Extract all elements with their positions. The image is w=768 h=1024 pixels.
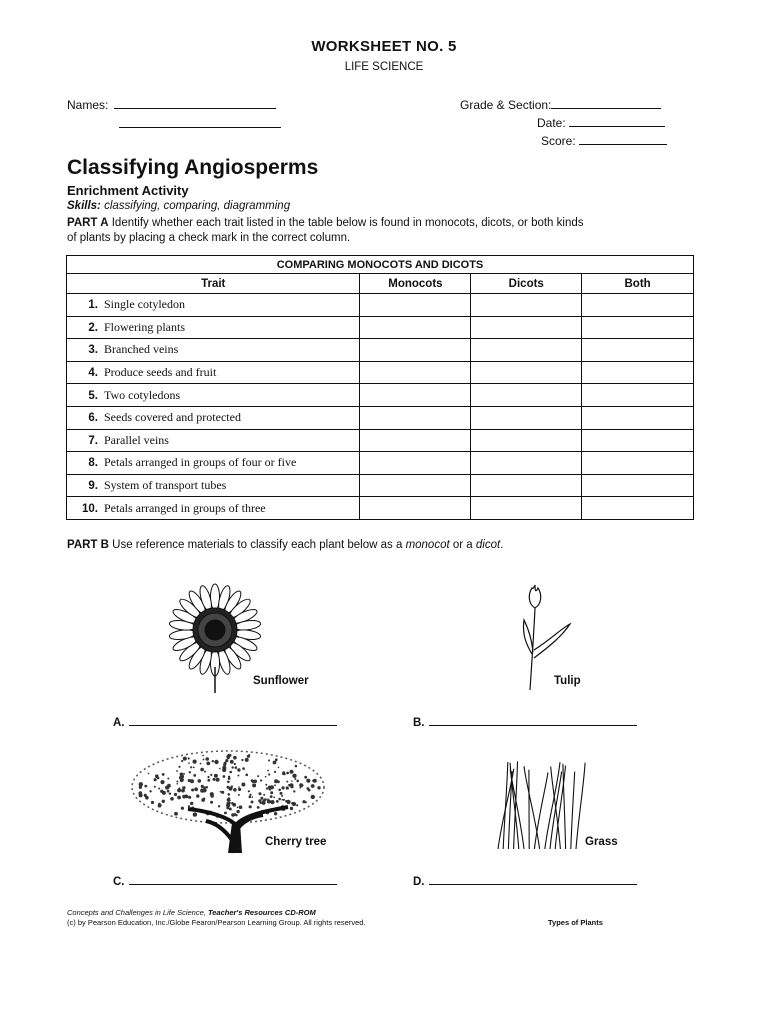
trait-number: 4. — [88, 367, 98, 380]
table-row — [67, 497, 694, 520]
answer-d-letter: D. — [413, 876, 425, 888]
answer-a-letter: A. — [113, 717, 125, 729]
check-cell-both[interactable] — [582, 316, 694, 339]
check-cell-monocots[interactable] — [360, 452, 471, 475]
comparison-table — [66, 255, 694, 520]
worksheet-title: WORKSHEET NO. 5 — [311, 38, 457, 55]
footer-source — [67, 908, 316, 917]
table-row — [67, 294, 694, 317]
trait-text: Petals arranged in groups of three — [104, 500, 266, 515]
check-cell-both[interactable] — [582, 429, 694, 452]
check-cell-both[interactable] — [582, 361, 694, 384]
trait-number: 3. — [88, 344, 98, 357]
trait-cell — [67, 429, 360, 452]
plant-label-tulip: Tulip — [554, 675, 581, 687]
answer-b — [413, 714, 637, 729]
part-b-instructions — [67, 539, 503, 551]
score-label: Score: — [541, 134, 576, 148]
plant-label-sunflower: Sunflower — [253, 675, 309, 687]
trait-cell — [67, 384, 360, 407]
check-cell-monocots[interactable] — [360, 384, 471, 407]
footer-copyright: (c) by Pearson Education, Inc./Globe Fearon/Pearson Learning Group. All rights reserved. — [67, 918, 366, 927]
part-a-label: PART A — [67, 217, 109, 229]
check-cell-dicots[interactable] — [471, 361, 582, 384]
col-header-both: Both — [582, 274, 694, 294]
date-field — [537, 115, 665, 130]
answer-c-line[interactable] — [129, 873, 337, 885]
grade-line[interactable] — [551, 97, 661, 109]
trait-cell — [67, 339, 360, 362]
check-cell-dicots[interactable] — [471, 384, 582, 407]
check-cell-dicots[interactable] — [471, 316, 582, 339]
footer-source-prefix: Concepts and Challenges in Life Science, — [67, 908, 206, 917]
part-b-monocot: monocot — [405, 539, 450, 551]
check-cell-dicots[interactable] — [471, 452, 582, 475]
part-b-label: PART B — [67, 539, 109, 551]
trait-number: 10. — [82, 502, 98, 515]
part-b-dicot: dicot — [475, 539, 501, 551]
check-cell-both[interactable] — [582, 497, 694, 520]
table-row — [67, 406, 694, 429]
check-cell-dicots[interactable] — [471, 474, 582, 497]
answer-c — [113, 873, 337, 888]
check-cell-both[interactable] — [582, 474, 694, 497]
trait-cell — [67, 294, 360, 317]
footer-topic: Types of Plants — [548, 918, 603, 927]
activity-label: Enrichment Activity — [67, 183, 189, 198]
check-cell-both[interactable] — [582, 452, 694, 475]
table-row — [67, 384, 694, 407]
table-caption: COMPARING MONOCOTS AND DICOTS — [67, 256, 694, 274]
check-cell-monocots[interactable] — [360, 474, 471, 497]
check-cell-dicots[interactable] — [471, 339, 582, 362]
table-row — [67, 316, 694, 339]
answer-a — [113, 714, 337, 729]
answer-d-line[interactable] — [429, 873, 637, 885]
trait-text: Parallel veins — [104, 432, 169, 447]
check-cell-dicots[interactable] — [471, 429, 582, 452]
names-field — [67, 97, 276, 112]
plant-label-grass: Grass — [585, 836, 618, 848]
check-cell-dicots[interactable] — [471, 294, 582, 317]
col-header-monocots: Monocots — [360, 274, 471, 294]
skills-label: Skills: — [67, 200, 101, 212]
skills-text: classifying, comparing, diagramming — [104, 200, 291, 212]
footer-source-bold: Teacher's Resources CD-ROM — [207, 908, 316, 917]
table-row — [67, 474, 694, 497]
check-cell-dicots[interactable] — [471, 497, 582, 520]
names-line-1[interactable] — [114, 97, 276, 109]
names-line-2[interactable] — [119, 116, 281, 128]
check-cell-monocots[interactable] — [360, 316, 471, 339]
answer-b-letter: B. — [413, 717, 425, 729]
answer-d — [413, 873, 637, 888]
part-b-text-2: or a — [452, 539, 473, 551]
trait-text: Seeds covered and protected — [104, 410, 241, 425]
names-field-2 — [119, 116, 281, 131]
check-cell-both[interactable] — [582, 294, 694, 317]
trait-cell — [67, 316, 360, 339]
check-cell-monocots[interactable] — [360, 429, 471, 452]
trait-number: 1. — [88, 299, 98, 312]
part-a-text: Identify whether each trait listed in the table below is found in monocots, dicots, or both kinds of plants by placing a check mark in the correct column. — [67, 217, 584, 244]
col-header-dicots: Dicots — [471, 274, 582, 294]
skills-line — [67, 200, 290, 212]
trait-text: Flowering plants — [104, 319, 185, 334]
trait-cell — [67, 406, 360, 429]
answer-b-line[interactable] — [429, 714, 637, 726]
worksheet-subtitle: LIFE SCIENCE — [344, 61, 424, 73]
score-field — [541, 133, 667, 148]
table-row — [67, 452, 694, 475]
trait-cell — [67, 497, 360, 520]
date-label: Date: — [537, 116, 566, 130]
part-b-period: . — [500, 539, 504, 551]
grass-icon — [490, 757, 590, 852]
col-header-trait: Trait — [67, 274, 360, 294]
trait-text: Single cotyledon — [104, 297, 185, 312]
trait-number: 9. — [88, 480, 98, 493]
trait-number: 2. — [88, 321, 98, 334]
trait-number: 7. — [88, 434, 98, 447]
lesson-heading: Classifying Angiosperms — [67, 156, 319, 179]
check-cell-both[interactable] — [582, 406, 694, 429]
table-row — [67, 361, 694, 384]
trait-cell — [67, 361, 360, 384]
trait-text: Produce seeds and fruit — [104, 365, 217, 380]
trait-cell — [67, 452, 360, 475]
grade-field — [460, 97, 661, 112]
date-line[interactable] — [569, 115, 665, 127]
answer-c-letter: C. — [113, 876, 125, 888]
part-b-text-1: Use reference materials to classify each plant below as a — [112, 539, 403, 551]
check-cell-monocots[interactable] — [360, 406, 471, 429]
check-cell-monocots[interactable] — [360, 339, 471, 362]
trait-text: System of transport tubes — [104, 478, 227, 493]
grade-label: Grade & Section: — [460, 98, 552, 112]
part-a-instructions — [67, 216, 587, 246]
trait-cell — [67, 474, 360, 497]
check-cell-monocots[interactable] — [360, 361, 471, 384]
trait-number: 6. — [88, 412, 98, 425]
score-line[interactable] — [579, 133, 667, 145]
check-cell-both[interactable] — [582, 339, 694, 362]
trait-text: Two cotyledons — [104, 387, 181, 402]
table-row — [67, 429, 694, 452]
names-label: Names: — [67, 98, 109, 112]
check-cell-monocots[interactable] — [360, 497, 471, 520]
check-cell-monocots[interactable] — [360, 294, 471, 317]
trait-text: Branched veins — [104, 342, 179, 357]
trait-number: 8. — [88, 457, 98, 470]
trait-number: 5. — [88, 389, 98, 402]
table-row — [67, 339, 694, 362]
check-cell-both[interactable] — [582, 384, 694, 407]
plant-label-cherry-tree: Cherry tree — [265, 836, 327, 848]
check-cell-dicots[interactable] — [471, 406, 582, 429]
trait-text: Petals arranged in groups of four or five — [104, 455, 297, 470]
answer-a-line[interactable] — [129, 714, 337, 726]
table-body — [67, 294, 694, 520]
